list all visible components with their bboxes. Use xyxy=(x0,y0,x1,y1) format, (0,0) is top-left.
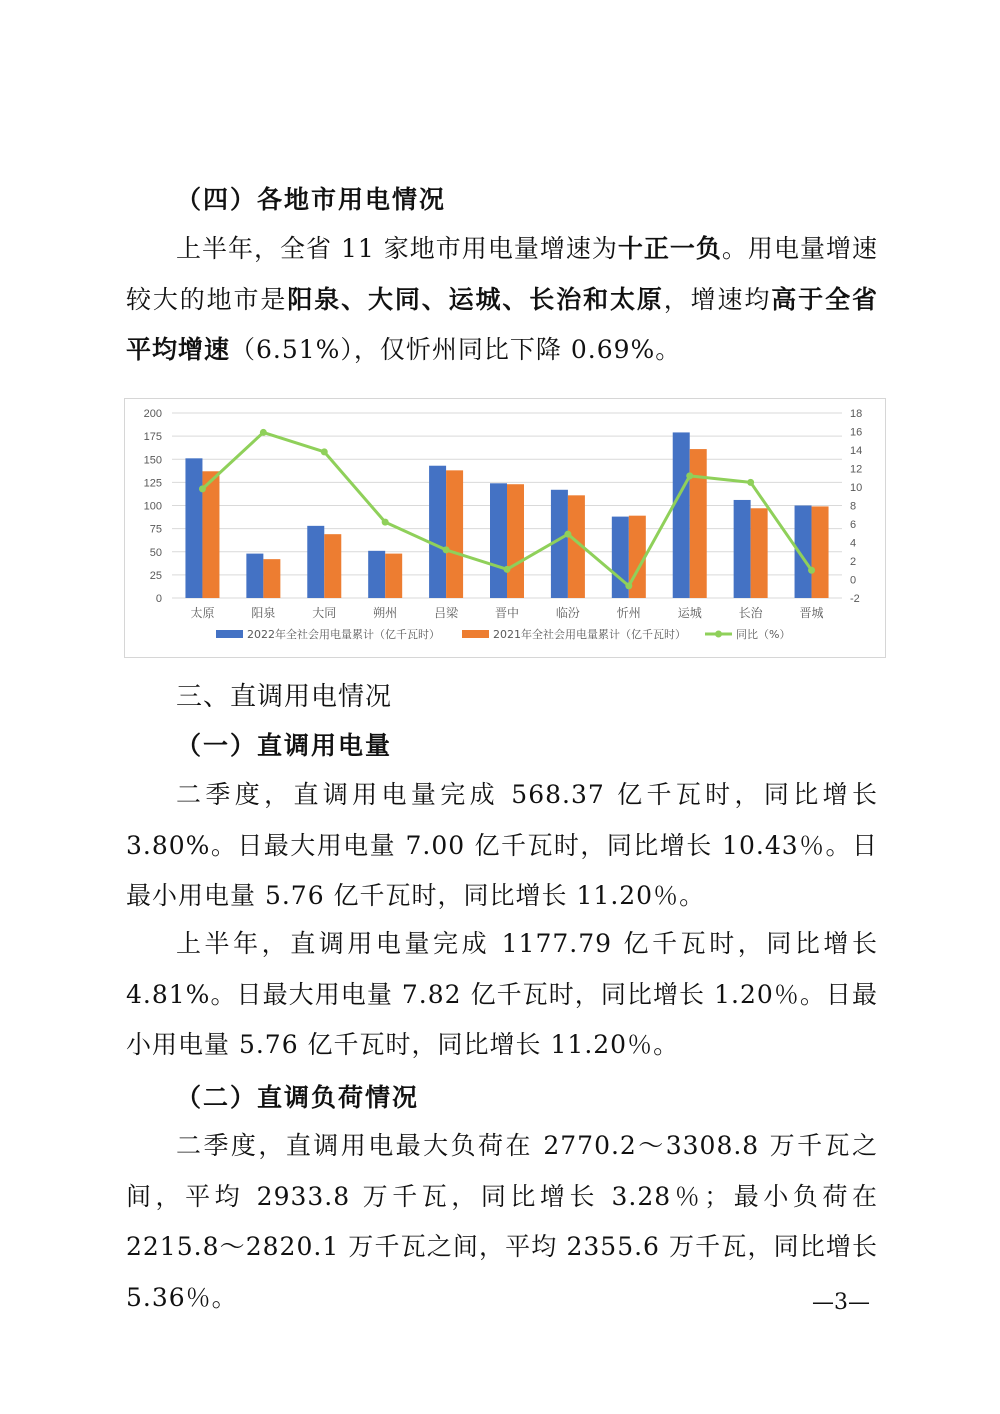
right-axis-tick-label: 12 xyxy=(850,463,863,476)
paragraph-q2-direct-load: 二季度，直调用电最大负荷在 2770.2～3308.8 万千瓦之间，平均 2933.8 万千瓦，同比增长 3.28％；最小负荷在 2215.8～2820.1 万千瓦之间，平均 2355.6 万千瓦，同比增长 5.36％。 xyxy=(126,1131,878,1312)
bar-2022 xyxy=(185,458,202,598)
yoy-point xyxy=(382,519,389,526)
category-label: 长治 xyxy=(738,606,763,620)
bar-2022 xyxy=(307,526,324,598)
subsection-heading-direct-energy: （一）直调用电量 xyxy=(176,731,393,760)
left-axis-tick-label: 50 xyxy=(149,546,162,559)
legend-swatch xyxy=(216,630,243,638)
bar-2021 xyxy=(324,534,341,598)
category-label: 晋中 xyxy=(494,606,520,620)
yoy-point xyxy=(808,567,815,574)
left-axis-tick-label: 150 xyxy=(143,454,162,467)
chart-svg xyxy=(125,399,885,657)
left-axis-tick-label: 0 xyxy=(155,593,162,605)
left-axis-tick-label: 175 xyxy=(143,431,162,444)
category-label: 晋城 xyxy=(799,606,824,620)
right-axis-tick-label: 14 xyxy=(850,445,863,457)
paragraph-q2-direct-energy: 二季度，直调用电量完成 568.37 亿千瓦时，同比增长 3.80%。日最大用电量 7.00 亿千瓦时，同比增长 10.43％。日最小用电量 5.76 亿千瓦时，同比增长 11.20％。 xyxy=(126,780,878,910)
bar-2021 xyxy=(507,484,524,598)
yoy-point xyxy=(321,448,328,455)
subsection-heading-direct-load: （二）直调负荷情况 xyxy=(176,1083,420,1112)
bar-2021 xyxy=(751,508,768,598)
legend-swatch xyxy=(462,630,489,638)
bar-2022 xyxy=(429,466,446,598)
category-label: 太原 xyxy=(190,606,215,620)
yoy-point xyxy=(504,566,511,573)
right-axis-tick-label: 18 xyxy=(850,408,863,420)
yoy-point xyxy=(625,582,632,589)
category-label: 忻州 xyxy=(616,606,641,620)
yoy-point xyxy=(564,531,571,538)
right-axis-tick-label: 10 xyxy=(850,482,863,494)
right-axis-tick-label: 2 xyxy=(850,556,857,568)
left-axis-tick-label: 25 xyxy=(149,569,162,582)
left-axis-tick-label: 100 xyxy=(143,500,162,513)
yoy-point xyxy=(199,485,206,492)
yoy-point xyxy=(443,546,450,553)
right-axis-tick-label: -2 xyxy=(850,593,860,605)
right-axis-tick-label: 4 xyxy=(850,537,857,550)
legend-label: 2021年全社会用电量累计（亿千瓦时） xyxy=(493,628,686,641)
yoy-point xyxy=(260,429,267,436)
bar-2022 xyxy=(368,551,385,598)
category-label: 临汾 xyxy=(555,606,580,620)
category-label: 朔州 xyxy=(373,606,398,620)
section-heading-city-usage: （四）各地市用电情况 xyxy=(176,185,447,214)
legend-label: 2022年全社会用电量累计（亿千瓦时） xyxy=(247,628,440,641)
category-label: 阳泉 xyxy=(251,606,276,620)
bar-2021 xyxy=(263,559,280,598)
category-label: 吕梁 xyxy=(434,606,459,620)
section-heading-direct-dispatch: 三、直调用电情况 xyxy=(176,682,393,712)
right-axis-tick-label: 16 xyxy=(850,426,863,439)
right-axis-tick-label: 0 xyxy=(850,574,857,587)
left-axis-tick-label: 125 xyxy=(143,477,162,490)
paragraph-city-growth: 上半年，全省 11 家地市用电量增速为十正一负。用电量增速较大的地市是阳泉、大同、运城、长治和太原，增速均高于全省平均增速（6.51%），仅忻州同比下降 0.69%。 xyxy=(126,234,878,364)
legend-label: 同比（%） xyxy=(736,628,791,641)
bar-2022 xyxy=(490,483,507,598)
category-label: 运城 xyxy=(677,606,702,620)
bar-2022 xyxy=(673,432,690,598)
left-axis-tick-label: 75 xyxy=(149,523,162,536)
bar-2022 xyxy=(734,500,751,598)
yoy-point xyxy=(747,479,754,486)
paragraph-h1-direct-energy: 上半年，直调用电量完成 1177.79 亿千瓦时，同比增长 4.81%。日最大用电量 7.82 亿千瓦时，同比增长 1.20％。日最小用电量 5.76 亿千瓦时，同比增长 11.20％。 xyxy=(126,929,878,1059)
left-axis-tick-label: 200 xyxy=(143,408,162,420)
bar-2021 xyxy=(690,449,707,598)
bar-2022 xyxy=(246,554,263,598)
bar-2021 xyxy=(385,554,402,598)
yoy-point xyxy=(686,472,693,479)
bar-2021 xyxy=(812,506,829,598)
category-label: 大同 xyxy=(312,606,337,620)
bar-2021 xyxy=(446,470,463,598)
page-number: —3— xyxy=(812,1290,870,1315)
city-usage-chart xyxy=(124,398,886,658)
right-axis-tick-label: 8 xyxy=(850,500,857,513)
legend-swatch-marker xyxy=(715,631,722,638)
right-axis-tick-label: 6 xyxy=(850,519,857,531)
